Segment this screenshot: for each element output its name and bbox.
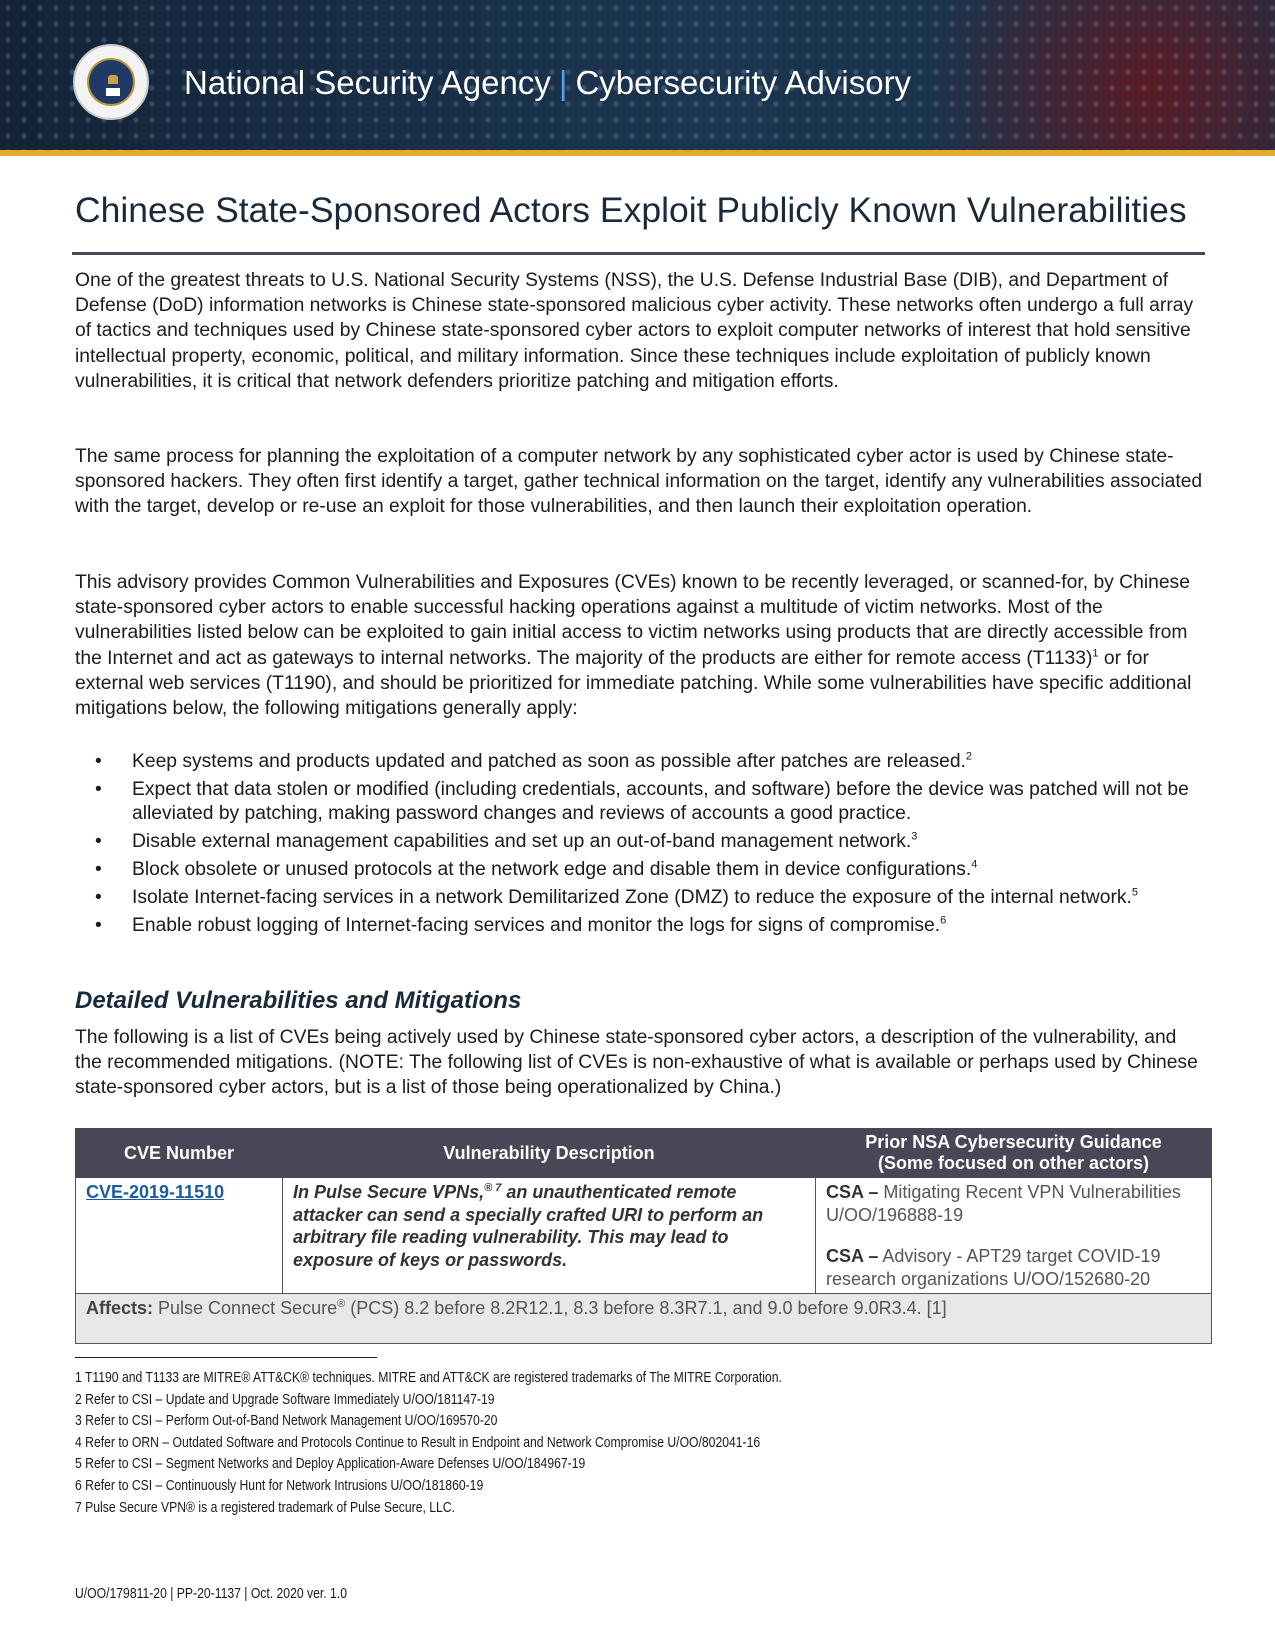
footnote-ref[interactable]: ® 7 — [484, 1182, 502, 1194]
footnote-ref[interactable]: 5 — [1131, 886, 1138, 899]
guidance-prefix: CSA – — [826, 1246, 879, 1266]
cve-table — [75, 1128, 1212, 1344]
list-item-text: Enable robust logging of Internet-facing services and monitor the logs for signs of compromise. — [132, 915, 941, 936]
intro-paragraph-3-b: or for external web services (T1190), and should be prioritized for immediate patching. While some vulnerabilities have specific additional mitigations below, the following mitigations generally apply: — [75, 647, 1192, 720]
col-header-cve: CVE Number — [76, 1129, 283, 1178]
col-header-guidance — [816, 1129, 1212, 1178]
banner-accent-stripe — [0, 150, 1275, 156]
section-heading: Detailed Vulnerabilities and Mitigations — [75, 987, 522, 1014]
intro-paragraph-3 — [75, 570, 1205, 721]
footnote-item: 2 Refer to CSI – Update and Upgrade Software Immediately U/OO/181147-19 — [75, 1391, 495, 1408]
footnote-item: 6 Refer to CSI – Continuously Hunt for Network Intrusions U/OO/181860-19 — [75, 1477, 484, 1494]
banner-title — [184, 64, 911, 102]
footnote-item: 7 Pulse Secure VPN® is a registered trademark of Pulse Secure, LLC. — [75, 1499, 455, 1516]
guidance-prefix: CSA – — [826, 1182, 879, 1202]
description-text — [293, 1182, 763, 1270]
cve-link[interactable]: CVE-2019-11510 — [86, 1182, 225, 1202]
product-name: Cybersecurity Advisory — [575, 64, 912, 101]
mitigation-list — [75, 750, 1205, 942]
description-text-b: an unauthenticated remote attacker can send a specially crafted URI to perform an arbitrary file reading vulnerability. This may lead to exposure of keys or passwords. — [293, 1182, 764, 1270]
cve-cell — [76, 1178, 283, 1294]
page-title: Chinese State-Sponsored Actors Exploit Publicly Known Vulnerabilities — [75, 190, 1187, 230]
footnote-item: 1 T1190 and T1133 are MITRE® ATT&CK® techniques. MITRE and ATT&CK are registered trademarks of The MITRE Corporation. — [75, 1370, 782, 1386]
guidance-item-2 — [826, 1245, 1201, 1290]
intro-paragraph-1: One of the greatest threats to U.S. National Security Systems (NSS), the U.S. Defense Industrial Base (DIB), and Department of Defense (DoD) information networks is Chinese state-sponsored malicious cyber activity. These networks often undergo a full array of tactics and techniques used by Chinese state-sponsored cyber actors to exploit computer networks of interest that hold sensitive intellectual property, economic, political, and military information. Since these techniques include exploitation of publicly known vulnerabilities, it is critical that network defenders prioritize patching and mitigation efforts. — [75, 270, 1194, 392]
list-item-text: Isolate Internet-facing services in a network Demilitarized Zone (DMZ) to reduce the exposure of the internal network. — [132, 887, 1132, 908]
guidance-header-line-2: (Some focused on other actors) — [877, 1153, 1150, 1173]
guidance-text: Mitigating Recent VPN Vulnerabilities U/OO/196888-19 — [826, 1182, 1181, 1225]
footnote-ref[interactable]: 2 — [965, 750, 973, 763]
affects-row — [76, 1294, 1212, 1344]
description-text-a: In Pulse Secure VPNs, — [293, 1182, 485, 1202]
list-item — [75, 914, 1205, 938]
title-divider — [72, 252, 1205, 255]
guidance-item-1 — [826, 1181, 1201, 1226]
affects-cell — [76, 1294, 1212, 1344]
registered-mark: ® — [337, 1298, 346, 1310]
bullet-icon: • — [95, 751, 102, 772]
list-item-text: Disable external management capabilities and set up an out-of-band management network. — [132, 831, 912, 852]
list-item-text: Keep systems and products updated and patched as soon as possible after patches are released. — [132, 751, 966, 772]
footnote-item: 4 Refer to ORN – Outdated Software and Protocols Continue to Result in Endpoint and Network Compromise U/OO/802041-16 — [75, 1434, 761, 1451]
table-header-row — [76, 1129, 1212, 1178]
footnote-item: 3 Refer to CSI – Perform Out-of-Band Network Management U/OO/169570-20 — [75, 1413, 498, 1430]
description-cell — [283, 1178, 816, 1294]
col-header-description: Vulnerability Description — [283, 1129, 816, 1178]
list-item — [75, 886, 1205, 910]
affects-label: Affects: — [86, 1298, 154, 1318]
list-item-text: Block obsolete or unused protocols at the network edge and disable them in device configurations. — [132, 859, 972, 880]
section-intro: The following is a list of CVEs being actively used by Chinese state-sponsored cyber actors, a description of the vulnerability, and the recommended mitigations. (NOTE: The following list of CVEs is non-exhaustive of what is available or perhaps used by Chinese state-sponsored cyber actors, but is a list of those being operationalized by China.) — [75, 1027, 1198, 1099]
header-banner — [0, 0, 1275, 150]
table-row — [76, 1178, 1212, 1294]
footnote-ref[interactable]: 6 — [940, 914, 947, 927]
footnote-ref[interactable]: 4 — [971, 858, 978, 871]
bullet-icon: • — [95, 859, 102, 880]
guidance-spacer — [826, 1226, 1201, 1245]
affects-text-a: Pulse Connect Secure — [153, 1298, 338, 1318]
page-footer: U/OO/179811-20 | PP-20-1137 | Oct. 2020 ver. 1.0 — [75, 1586, 347, 1602]
footnote-ref[interactable]: 1 — [1092, 647, 1099, 660]
list-item-text: Expect that data stolen or modified (including credentials, accounts, and software) before the device was patched will not be alleviated by patching, making password changes and reviews of accounts a good practice. — [132, 779, 1189, 824]
affects-text-b: (PCS) 8.2 before 8.2R12.1, 8.3 before 8.3R7.1, and 9.0 before 9.0R3.4. [1] — [345, 1298, 947, 1318]
list-item — [75, 830, 1205, 854]
footnote-item: 5 Refer to CSI – Segment Networks and Deploy Application-Aware Defenses U/OO/184967-19 — [75, 1456, 586, 1473]
seal-center — [87, 58, 135, 106]
nsa-seal-icon — [73, 44, 149, 120]
list-item — [75, 858, 1205, 882]
footnote-divider — [75, 1357, 377, 1358]
list-item — [75, 750, 1205, 774]
guidance-header-line-1: Prior NSA Cybersecurity Guidance — [865, 1132, 1162, 1152]
bullet-icon: • — [95, 887, 102, 908]
footnote-ref[interactable]: 3 — [911, 830, 918, 843]
intro-paragraph-3-a: This advisory provides Common Vulnerabilities and Exposures (CVEs) known to be recently leveraged, or scanned-for, by Chinese state-sponsored cyber actors to enable successful hacking operations against a multitude of victim networks. Most of the vulnerabilities listed below can be exploited to gain initial access to victim networks using products that are directly accessible from the Internet and act as gateways to internal networks. The majority of the products are either for remote access (T1133) — [75, 572, 1190, 669]
bullet-icon: • — [95, 831, 102, 852]
footnotes — [75, 1368, 915, 1519]
guidance-cell — [816, 1178, 1212, 1294]
shield-icon — [106, 84, 120, 96]
bullet-icon: • — [95, 915, 102, 936]
list-item — [75, 778, 1205, 826]
guidance-text: Advisory - APT29 target COVID-19 research organizations U/OO/152680-20 — [826, 1246, 1161, 1289]
agency-name: National Security Agency — [184, 64, 551, 101]
bullet-icon: • — [95, 779, 102, 800]
intro-paragraph-2: The same process for planning the exploitation of a computer network by any sophisticated cyber actor is used by Chinese state-sponsored hackers. They often first identify a target, gather technical information on the target, identify any vulnerabilities associated with the target, develop or re-use an exploit for those vulnerabilities, and then launch their exploitation operation. — [75, 446, 1203, 518]
banner-separator: | — [558, 64, 568, 101]
